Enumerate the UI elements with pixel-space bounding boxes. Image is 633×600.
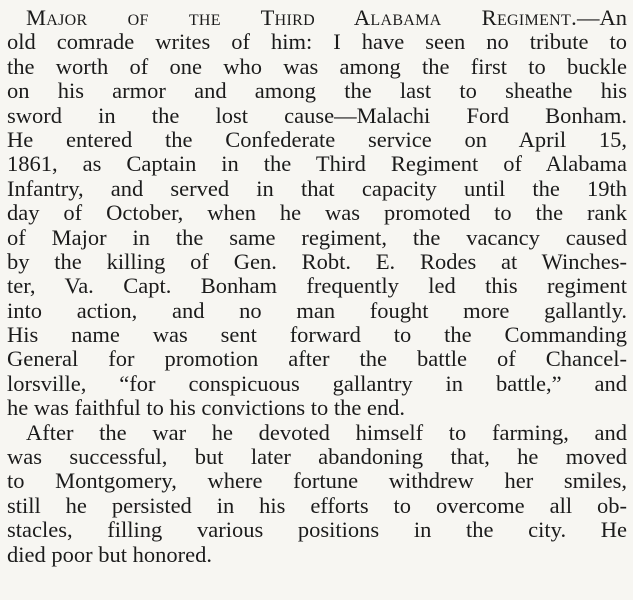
paragraph-1-line-4: on his armor and among the last to sheathe his <box>7 78 627 104</box>
paragraph-1-line-15: General for promotion after the battle of Chancel- <box>7 346 627 372</box>
paragraph-1-line-11: by the killing of Gen. Robt. E. Rodes at Winches- <box>7 248 627 274</box>
paragraph-1-line-7: 1861, as Captain in the Third Regiment of Alabama <box>7 151 627 177</box>
paragraph-2-line-5: stacles, filling various positions in the city. He <box>7 517 627 543</box>
article-heading: Major of the Third Alabama Regiment. <box>26 5 577 30</box>
paragraph-2-line-4: still he persisted in his efforts to overcome all ob- <box>7 492 627 518</box>
paragraph-1-line-13: into action, and no man fought more gallantly. <box>7 297 627 323</box>
paragraph-1-line-10: of Major in the same regiment, the vacancy caused <box>7 224 627 250</box>
paragraph-1-line-5: sword in the lost cause—Malachi Ford Bonham. <box>7 102 627 128</box>
paragraph-1-line-17: he was faithful to his convictions to the end. <box>7 395 406 421</box>
paragraph-1-line-3: the worth of one who was among the first to buckle <box>7 53 627 79</box>
paragraph-2-line-6: died poor but honored. <box>7 541 212 567</box>
paragraph-1-line-14: His name was sent forward to the Commanding <box>7 322 627 348</box>
paragraph-2-line-3: to Montgomery, where fortune withdrew her smiles, <box>7 468 627 494</box>
heading-continuation: —An <box>577 5 627 30</box>
paragraph-1-line-6: He entered the Confederate service on April 15, <box>7 126 627 152</box>
article-text <box>7 6 627 567</box>
paragraph-1-line-2: old comrade writes of him: I have seen no tribute to <box>7 29 627 55</box>
paragraph-2-line-2: was successful, but later abandoning that, he moved <box>7 444 627 470</box>
paragraph-1-line-1 <box>7 6 627 30</box>
paragraph-1-line-9: day of October, when he was promoted to the rank <box>7 200 627 226</box>
paragraph-2-line-1: After the war he devoted himself to farming, and <box>26 419 627 445</box>
paragraph-1-line-16: lorsville, “for conspicuous gallantry in battle,” and <box>7 370 627 396</box>
paragraph-1-line-8: Infantry, and served in that capacity until the 19th <box>7 175 627 201</box>
paragraph-1-line-12: ter, Va. Capt. Bonham frequently led this regiment <box>7 273 627 299</box>
